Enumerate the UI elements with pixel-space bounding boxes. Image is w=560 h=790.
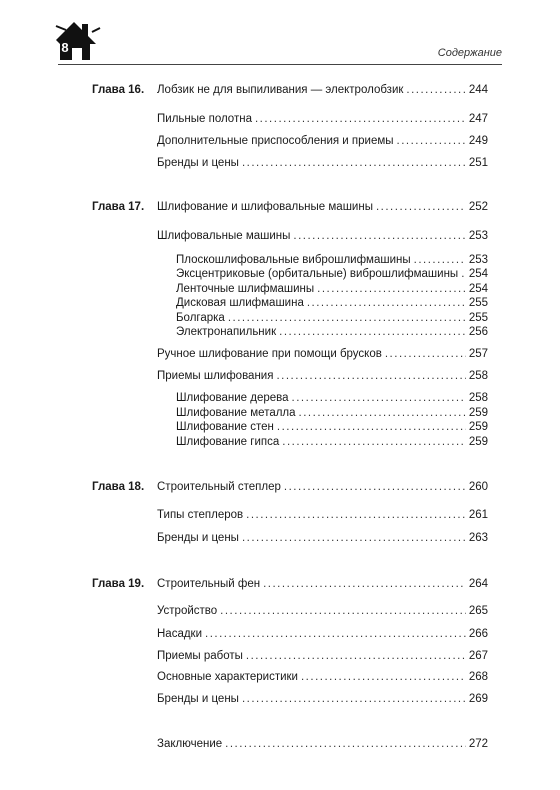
toc-entry-title: Строительный степлер bbox=[157, 481, 281, 493]
toc-subsection-row bbox=[176, 312, 488, 324]
toc-entry-page: 253 bbox=[468, 254, 488, 266]
toc-section-row bbox=[157, 650, 488, 662]
toc-section-row bbox=[157, 671, 488, 683]
toc-section-row bbox=[157, 370, 488, 382]
toc-entry-title: Шлифовальные машины bbox=[157, 230, 291, 242]
dot-leader bbox=[246, 509, 466, 521]
toc-entry-title: Пильные полотна bbox=[157, 113, 252, 125]
toc-entry-page: 258 bbox=[468, 392, 488, 404]
toc-entry-page: 267 bbox=[468, 650, 488, 662]
toc-section-row bbox=[157, 738, 488, 750]
toc-section-row bbox=[157, 532, 488, 544]
toc-entry-page: 259 bbox=[468, 436, 488, 448]
toc-subsection-row bbox=[176, 326, 488, 338]
dot-leader bbox=[242, 157, 466, 169]
toc-subsection-row bbox=[176, 283, 488, 295]
toc-section-row bbox=[157, 693, 488, 705]
toc-entry-page: 265 bbox=[468, 605, 488, 617]
toc-entry-title: Шлифование и шлифовальные машины bbox=[157, 201, 373, 213]
header-rule bbox=[58, 64, 502, 65]
toc-entry-page: 260 bbox=[468, 481, 488, 493]
toc-entry-title: Эксцентриковые (орбитальные) виброшлифмашины bbox=[176, 268, 459, 280]
dot-leader bbox=[301, 671, 466, 683]
toc-entry-page: 255 bbox=[468, 297, 488, 309]
toc-entry-page: 253 bbox=[468, 230, 488, 242]
toc-entry-page: 244 bbox=[468, 84, 488, 96]
toc-section-row bbox=[157, 348, 488, 360]
dot-leader bbox=[385, 348, 466, 360]
toc-subsection-row bbox=[176, 268, 488, 280]
toc-subsection-row bbox=[176, 297, 488, 309]
running-head: Содержание bbox=[437, 47, 502, 59]
dot-leader bbox=[376, 201, 466, 213]
toc-entry-title: Основные характеристики bbox=[157, 671, 298, 683]
dot-leader bbox=[263, 578, 466, 590]
toc-chapter-row bbox=[157, 578, 488, 590]
dot-leader bbox=[246, 650, 466, 662]
toc-entry-page: 252 bbox=[468, 201, 488, 213]
toc-entry-title: Дисковая шлифмашина bbox=[176, 297, 304, 309]
toc-section-row bbox=[157, 230, 488, 242]
dot-leader bbox=[292, 392, 466, 404]
toc-entry-title: Бренды и цены bbox=[157, 693, 239, 705]
dot-leader bbox=[282, 436, 466, 448]
toc-entry-page: 254 bbox=[468, 268, 488, 280]
toc-section-row bbox=[157, 605, 488, 617]
toc-entry-page: 247 bbox=[468, 113, 488, 125]
toc-entry-page: 268 bbox=[468, 671, 488, 683]
toc-entry-page: 256 bbox=[468, 326, 488, 338]
toc-entry-title: Бренды и цены bbox=[157, 532, 239, 544]
chapter-label: Глава 19. bbox=[92, 578, 145, 590]
toc-entry-title: Ручное шлифование при помощи брусков bbox=[157, 348, 382, 360]
toc-entry-title: Бренды и цены bbox=[157, 157, 239, 169]
page-number: 8 bbox=[61, 40, 69, 55]
toc-section-row bbox=[157, 157, 488, 169]
toc-section-row bbox=[157, 113, 488, 125]
toc-entry-page: 258 bbox=[468, 370, 488, 382]
dot-leader bbox=[279, 326, 466, 338]
toc-entry-title: Лобзик не для выпиливания — электролобзик bbox=[157, 84, 404, 96]
dot-leader bbox=[225, 738, 466, 750]
toc-entry-title: Заключение bbox=[157, 738, 223, 750]
dot-leader bbox=[277, 421, 466, 433]
toc-subsection-row bbox=[176, 407, 488, 419]
toc-subsection-row bbox=[176, 421, 488, 433]
toc-entry-title: Болгарка bbox=[176, 312, 225, 324]
toc-entry-page: 264 bbox=[468, 578, 488, 590]
toc-entry-page: 263 bbox=[468, 532, 488, 544]
page-header bbox=[0, 0, 560, 80]
dot-leader bbox=[242, 532, 466, 544]
toc-subsection-row bbox=[176, 436, 488, 448]
chapter-label: Глава 18. bbox=[92, 481, 145, 493]
dot-leader bbox=[255, 113, 466, 125]
toc-entry-title: Шлифование дерева bbox=[176, 392, 289, 404]
dot-leader bbox=[317, 283, 466, 295]
toc-entry-title: Электронапильник bbox=[176, 326, 277, 338]
toc-entry-page: 261 bbox=[468, 509, 488, 521]
toc-entry-page: 269 bbox=[468, 693, 488, 705]
dot-leader bbox=[242, 693, 466, 705]
dot-leader bbox=[284, 481, 466, 493]
toc-entry-title: Шлифование гипса bbox=[176, 436, 280, 448]
toc-section-row bbox=[157, 135, 488, 147]
toc-entry-title: Приемы работы bbox=[157, 650, 243, 662]
toc-chapter-row bbox=[157, 201, 488, 213]
toc-entry-page: 249 bbox=[468, 135, 488, 147]
dot-leader bbox=[276, 370, 465, 382]
toc-entry-page: 251 bbox=[468, 157, 488, 169]
dot-leader bbox=[299, 407, 466, 419]
toc-section-row bbox=[157, 628, 488, 640]
toc-entry-title: Шлифование металла bbox=[176, 407, 296, 419]
dot-leader bbox=[228, 312, 466, 324]
chapter-label: Глава 17. bbox=[92, 201, 145, 213]
dot-leader bbox=[461, 268, 466, 280]
toc-entry-title: Шлифование стен bbox=[176, 421, 274, 433]
toc-entry-page: 257 bbox=[468, 348, 488, 360]
toc-subsection-row bbox=[176, 254, 488, 266]
dot-leader bbox=[414, 254, 466, 266]
toc-chapter-row bbox=[157, 84, 488, 96]
toc-entry-title: Приемы шлифования bbox=[157, 370, 274, 382]
toc-entry-page: 259 bbox=[468, 407, 488, 419]
toc-entry-page: 255 bbox=[468, 312, 488, 324]
toc-section-row bbox=[157, 509, 488, 521]
dot-leader bbox=[205, 628, 466, 640]
dot-leader bbox=[293, 230, 465, 242]
toc-chapter-row bbox=[157, 481, 488, 493]
toc-entry-title: Плоскошлифовальные виброшлифмашины bbox=[176, 254, 411, 266]
toc-entry-page: 272 bbox=[468, 738, 488, 750]
dot-leader bbox=[406, 84, 465, 96]
toc-entry-title: Типы степлеров bbox=[157, 509, 244, 521]
toc-entry-page: 266 bbox=[468, 628, 488, 640]
toc-entry-title: Насадки bbox=[157, 628, 203, 640]
chapter-label: Глава 16. bbox=[92, 84, 145, 96]
toc-entry-page: 259 bbox=[468, 421, 488, 433]
toc-entry-title: Ленточные шлифмашины bbox=[176, 283, 315, 295]
toc-entry-title: Дополнительные приспособления и приемы bbox=[157, 135, 394, 147]
toc-entry-title: Строительный фен bbox=[157, 578, 261, 590]
toc-entry-title: Устройство bbox=[157, 605, 218, 617]
toc-subsection-row bbox=[176, 392, 488, 404]
dot-leader bbox=[307, 297, 466, 309]
dot-leader bbox=[220, 605, 466, 617]
toc-entry-page: 254 bbox=[468, 283, 488, 295]
dot-leader bbox=[397, 135, 466, 147]
